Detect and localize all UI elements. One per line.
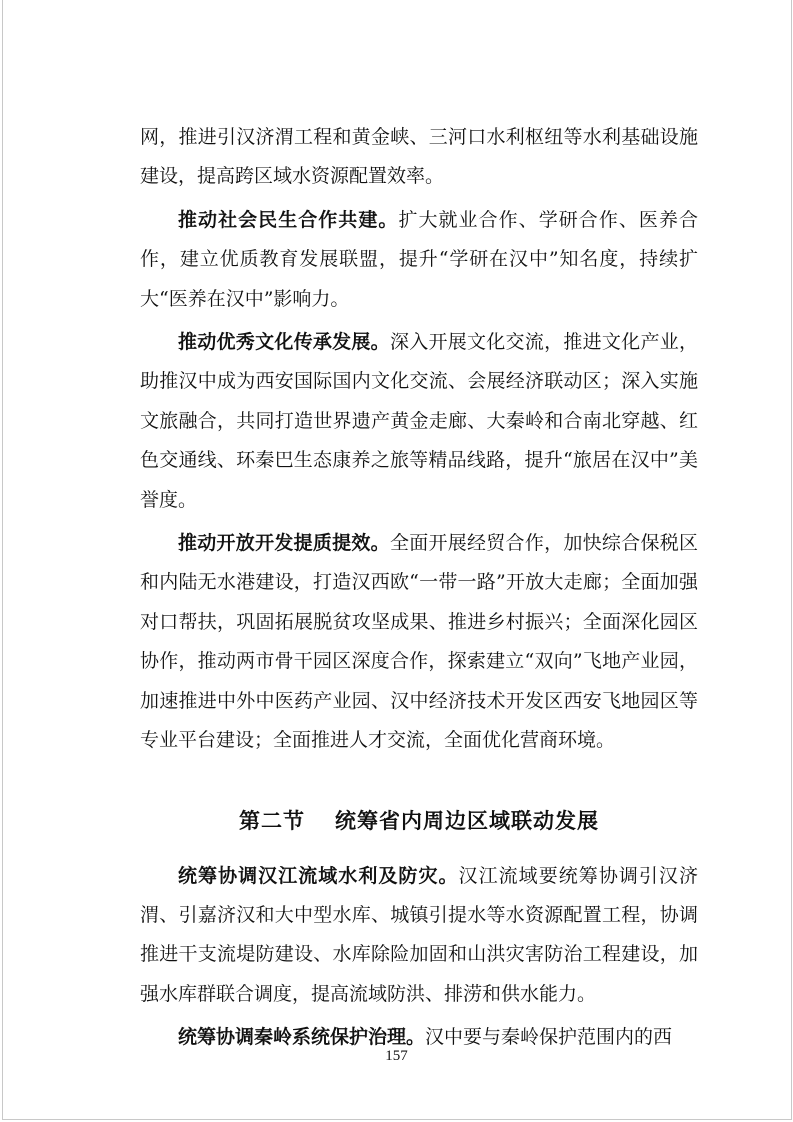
paragraph-lead: 推动社会民生合作共建。 — [178, 208, 399, 231]
paragraph-body: 网，推进引汉济渭工程和黄金峡、三河口水利枢纽等水利基础设施建设，提高跨区域水资源配置效率。 — [140, 126, 698, 188]
paragraph-body: 汉中要与秦岭保护范围内的西 — [425, 1026, 673, 1049]
paragraph-opening-up — [140, 524, 698, 760]
paragraph-body: 扩大就业合作、学研合作、医养合作，建立优质教育发展联盟，提升“学研在汉中”知名度，持续扩大“医养在汉中”影响力。 — [140, 208, 698, 310]
paragraph-culture — [140, 323, 698, 520]
section-heading — [140, 805, 698, 835]
paragraph-body: 全面开展经贸合作，加快综合保税区和内陆无水港建设，打造汉西欧“一带一路”开放大走廊；全面加强对口帮扶，巩固拓展脱贫攻坚成果、推进乡村振兴；全面深化园区协作，推动两市骨干园区深度合作，探索建立“双向”飞地产业园，加速推进中外中医药产业园、汉中经济技术开发区西安飞地园区等专业平台建设；全面推进人才交流，全面优化营商环境。 — [140, 532, 698, 752]
paragraph-continuation — [140, 118, 698, 197]
paragraph-hanjiang-water — [140, 857, 698, 1015]
page-number: 157 — [385, 1048, 408, 1064]
section-number: 第二节 — [239, 808, 305, 833]
paragraph-social-livelihood — [140, 201, 698, 319]
section-title: 统筹省内周边区域联动发展 — [335, 808, 599, 833]
document-body — [140, 118, 698, 1058]
paragraph-lead: 推动开放开发提质提效。 — [178, 532, 390, 555]
paragraph-lead: 统筹协调汉江流域水利及防灾。 — [178, 864, 459, 887]
paragraph-lead: 推动优秀文化传承发展。 — [178, 331, 390, 354]
paragraph-lead: 统筹协调秦岭系统保护治理。 — [178, 1026, 426, 1049]
paragraph-body: 深入开展文化交流，推进文化产业，助推汉中成为西安国际国内文化交流、会展经济联动区；深入实施文旅融合，共同打造世界遗产黄金走廊、大秦岭和合南北穿越、红色交通线、环秦巴生态康养之旅等精品线路，提升“旅居在汉中”美誉度。 — [140, 331, 698, 511]
paragraph-body: 汉江流域要统筹协调引汉济渭、引嘉济汉和大中型水库、城镇引提水等水资源配置工程，协调推进干支流堤防建设、水库除险加固和山洪灾害防治工程建设，加强水库群联合调度，提高流域防洪、排涝和供水能力。 — [140, 864, 698, 1005]
